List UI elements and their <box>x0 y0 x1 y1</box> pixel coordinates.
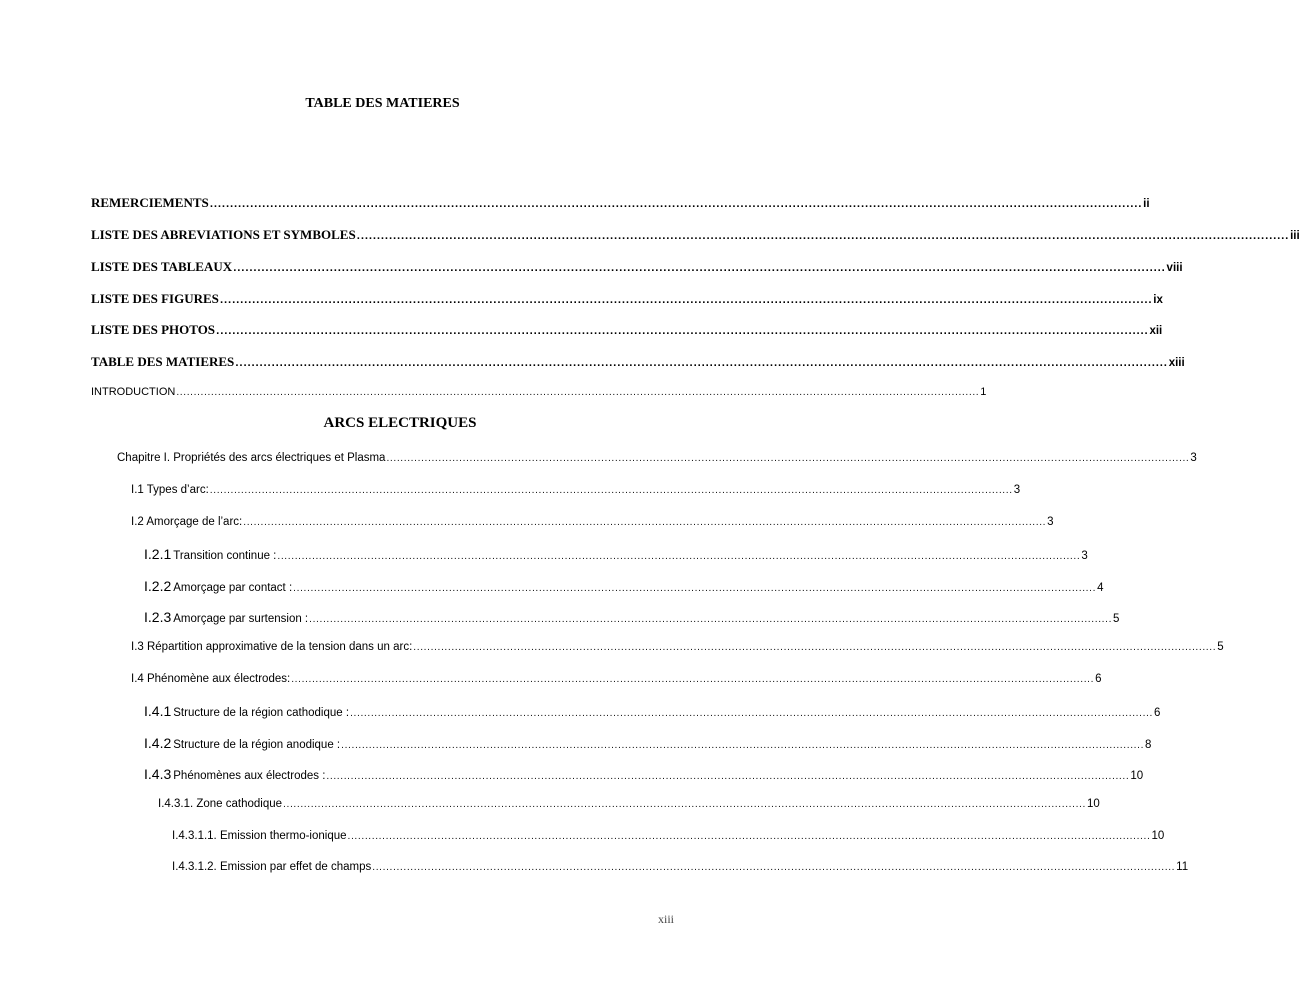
toc-entry-label: I.4 Phénomène aux électrodes: <box>131 673 291 685</box>
toc-entry-label: REMERCIEMENTS <box>91 195 209 210</box>
toc-entry-page: xiii <box>1168 357 1185 369</box>
toc-entry-page: 10 <box>1086 798 1100 810</box>
toc-leader-dots: ........................................................................................................................................................................................................................................ <box>341 741 1145 751</box>
toc-entry-remerciements[interactable] <box>91 195 1150 211</box>
toc-leader-dots: ........................................................................................................................................................................................................................................ <box>277 552 1081 562</box>
toc-entry-label: I.2 Amorçage de l’arc: <box>131 516 243 528</box>
toc-entry-label: LISTE DES ABREVIATIONS ET SYMBOLES <box>91 227 356 242</box>
toc-entry-tableaux[interactable] <box>91 259 1183 275</box>
toc-entry-number: I.4.2 <box>144 735 172 751</box>
toc-leader-dots: ........................................................................................................................................................................................................................................ <box>356 232 1290 242</box>
toc-entry-label: I.4.3.1. Zone cathodique <box>158 798 283 810</box>
toc-entry-label: I.1 Types d’arc: <box>131 484 209 496</box>
toc-entry-page: viii <box>1166 262 1183 274</box>
toc-entry-number: I.2.3 <box>144 609 172 625</box>
toc-entry-page: 3 <box>1047 516 1054 528</box>
toc-entry-label: LISTE DES TABLEAUX <box>91 259 233 274</box>
toc-entry-table-des-matieres[interactable] <box>91 354 1185 370</box>
toc-entry-number: I.4.1 <box>144 703 172 719</box>
toc-entry-page: xii <box>1149 325 1163 337</box>
toc-entry-label: Amorçage par contact : <box>173 582 293 594</box>
toc-entry-page: 11 <box>1176 861 1189 873</box>
toc-entry-label: Chapitre I. Propriétés des arcs électriques et Plasma <box>117 452 386 464</box>
toc-entry-i-2-2[interactable] <box>144 578 1104 594</box>
toc-entry-i-3[interactable] <box>131 641 1224 653</box>
toc-entry-page: 1 <box>980 386 987 398</box>
toc-entry-chapter-1[interactable] <box>117 452 1197 464</box>
toc-entry-page: 5 <box>1113 613 1120 625</box>
toc-entry-introduction[interactable] <box>91 386 987 398</box>
toc-entry-page: 5 <box>1217 641 1224 653</box>
toc-entry-i-4-3-1[interactable] <box>158 798 1100 810</box>
toc-leader-dots: ........................................................................................................................................................................................................................................ <box>347 832 1151 842</box>
toc-entry-label: INTRODUCTION <box>91 386 176 398</box>
toc-leader-dots: ........................................................................................................................................................................................................................................ <box>326 772 1130 782</box>
toc-leader-dots: ........................................................................................................................................................................................................................................ <box>216 327 1149 337</box>
toc-leader-dots: ........................................................................................................................................................................................................................................ <box>283 800 1086 810</box>
toc-leader-dots: ........................................................................................................................................................................................................................................ <box>209 486 1013 496</box>
toc-entry-label: Amorçage par surtension : <box>173 613 309 625</box>
toc-leader-dots: ........................................................................................................................................................................................................................................ <box>293 584 1097 594</box>
toc-entry-page: iii <box>1290 230 1300 242</box>
toc-leader-dots: ........................................................................................................................................................................................................................................ <box>372 863 1176 873</box>
toc-entry-page: 3 <box>1013 484 1021 496</box>
toc-entry-page: 3 <box>1081 550 1088 562</box>
toc-entry-page: 6 <box>1095 673 1102 685</box>
toc-leader-dots: ........................................................................................................................................................................................................................................ <box>291 675 1095 685</box>
toc-entry-photos[interactable] <box>91 322 1163 338</box>
toc-leader-dots: ........................................................................................................................................................................................................................................ <box>235 359 1168 369</box>
toc-entry-i-4-3-1-1[interactable] <box>172 830 1165 842</box>
toc-entry-label: LISTE DES FIGURES <box>91 291 219 306</box>
toc-entry-label: Structure de la région cathodique : <box>173 707 350 719</box>
toc-entry-label: I.3 Répartition approximative de la tension dans un arc: <box>131 641 413 653</box>
toc-leader-dots: ........................................................................................................................................................................................................................................ <box>413 643 1217 653</box>
toc-entry-page: 8 <box>1145 739 1152 751</box>
toc-leader-dots: ........................................................................................................................................................................................................................................ <box>309 615 1113 625</box>
page-title: TABLE DES MATIERES <box>305 96 460 111</box>
toc-entry-label: TABLE DES MATIERES <box>91 354 235 369</box>
toc-leader-dots: ........................................................................................................................................................................................................................................ <box>233 264 1166 274</box>
toc-entry-i-4-1[interactable] <box>144 703 1161 719</box>
toc-entry-i-2-1[interactable] <box>144 546 1088 562</box>
toc-entry-number: I.2.1 <box>144 546 172 562</box>
toc-entry-page: 10 <box>1130 770 1144 782</box>
toc-entry-i-4[interactable] <box>131 673 1102 685</box>
toc-entry-label: I.4.3.1.1. Emission thermo-ionique <box>172 830 347 842</box>
toc-entry-i-4-3-1-2[interactable] <box>172 861 1189 873</box>
toc-entry-figures[interactable] <box>91 291 1163 307</box>
toc-entry-number: I.4.3 <box>144 766 172 782</box>
toc-entry-page: 10 <box>1151 830 1165 842</box>
toc-leader-dots: ........................................................................................................................................................................................................................................ <box>243 518 1047 528</box>
toc-leader-dots: ........................................................................................................................................................................................................................................ <box>209 200 1143 210</box>
toc-entry-label: Structure de la région anodique : <box>173 739 341 751</box>
toc-leader-dots: ........................................................................................................................................................................................................................................ <box>219 296 1153 306</box>
toc-entry-page: 3 <box>1190 452 1197 464</box>
toc-entry-i-4-3[interactable] <box>144 766 1144 782</box>
toc-entry-label: Phénomènes aux électrodes : <box>173 770 326 782</box>
toc-entry-page: ii <box>1143 198 1150 210</box>
toc-leader-dots: ........................................................................................................................................................................................................................................ <box>176 388 980 398</box>
toc-entry-i-2[interactable] <box>131 516 1054 528</box>
toc-leader-dots: ........................................................................................................................................................................................................................................ <box>386 454 1190 464</box>
toc-leader-dots: ........................................................................................................................................................................................................................................ <box>350 709 1153 719</box>
toc-entry-label: I.4.3.1.2. Emission par effet de champs <box>172 861 372 873</box>
part-heading: ARCS ELECTRIQUES <box>323 415 477 431</box>
toc-entry-i-1[interactable] <box>131 484 1021 496</box>
toc-entry-page: 4 <box>1097 582 1104 594</box>
toc-entry-abreviations[interactable] <box>91 227 1300 243</box>
toc-entry-label: Transition continue : <box>173 550 277 562</box>
toc-entry-label: LISTE DES PHOTOS <box>91 322 216 337</box>
toc-entry-number: I.2.2 <box>144 578 172 594</box>
toc-entry-page: ix <box>1153 294 1163 306</box>
toc-entry-i-4-2[interactable] <box>144 735 1152 751</box>
toc-entry-i-2-3[interactable] <box>144 609 1120 625</box>
toc-entry-page: 6 <box>1153 707 1161 719</box>
page-number-footer: xiii <box>657 912 674 926</box>
